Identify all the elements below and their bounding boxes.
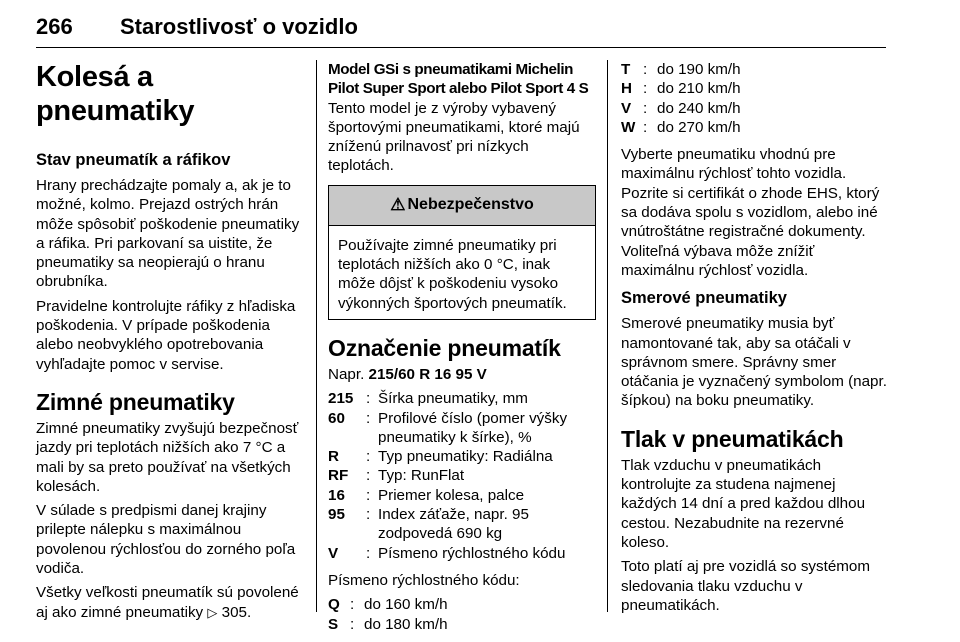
definition-term: 60 xyxy=(328,409,345,427)
definition-description: Typ: RunFlat xyxy=(378,467,465,485)
paragraph: Smerové pneumatiky musia byť namontované tak, aby sa otáčali v správnom smere. Správny smer otáčania je vyznačený symbolom (napr. šípkou) na boku pneumatiky. xyxy=(621,315,887,410)
chapter-title: Starostlivosť o vozidlo xyxy=(120,14,358,39)
paragraph-text: Všetky veľkosti pneumatík sú povolené aj ako zimné pneumatiky xyxy=(36,584,299,621)
definition-term: R xyxy=(328,448,339,466)
paragraph: Tlak vzduchu v pneumatikách kontrolujte za studena najmenej každých 14 dní a pred každou dlhou cestou. Nezabudnite na rezervné koleso. xyxy=(621,456,866,551)
definition-row xyxy=(621,79,891,98)
definition-separator: : xyxy=(350,596,355,614)
subsection-title: Smerové pneumatiky xyxy=(621,289,787,308)
definition-separator: : xyxy=(350,615,355,633)
example-prefix: Napr. xyxy=(328,365,369,383)
definition-row xyxy=(621,99,891,118)
danger-body xyxy=(329,226,595,319)
definition-separator: : xyxy=(643,99,648,117)
warning-triangle-icon: ⚠ xyxy=(390,195,406,215)
definition-row xyxy=(328,615,596,634)
danger-box xyxy=(328,185,596,320)
example-value: 215/60 R 16 95 V xyxy=(368,365,487,383)
definition-description: do 270 km/h xyxy=(657,118,741,136)
definition-term: V xyxy=(621,99,632,117)
paragraph: Toto platí aj pre vozidlá so systémom sledovania tlaku vzduchu v pneumatikách. xyxy=(621,558,871,614)
section-title: Tlak v pneumatikách xyxy=(621,425,844,452)
example-line xyxy=(328,365,596,384)
speed-code-list xyxy=(328,595,596,634)
definition-separator: : xyxy=(366,448,371,466)
page-number: 266 xyxy=(36,14,73,39)
definition-separator: : xyxy=(366,390,371,408)
danger-title: Nebezpečenstvo xyxy=(407,196,534,214)
definition-description: Profilové číslo (pomer výšky pneumatiky k šírke), % xyxy=(378,409,568,446)
definition-row xyxy=(328,409,596,448)
definition-separator: : xyxy=(643,80,648,98)
page-reference[interactable]: 305. xyxy=(221,603,252,621)
paragraph: Hrany prechádzajte pomaly a, ak je to možné, kolmo. Prejazd ostrých hrán môže spôsobiť poškodenie pneumatiky a ráfika. Pri parkovaní sa uistite, že pneumatiky sa neopierajú o hranu obrubníka. xyxy=(36,177,300,291)
column-divider xyxy=(316,60,317,612)
definition-term: RF xyxy=(328,467,349,485)
column-right xyxy=(621,60,891,620)
definition-separator: : xyxy=(366,409,371,427)
definition-term: 16 xyxy=(328,486,345,504)
definition-term: W xyxy=(621,118,636,136)
lead-heading-line: Model GSi s pneumatikami Michelin xyxy=(328,61,574,78)
tire-code-definitions xyxy=(328,389,596,563)
section-title: Kolesá a pneumatiky xyxy=(36,61,195,127)
definition-term: 215 xyxy=(328,390,354,408)
definition-term: Q xyxy=(328,596,340,614)
definition-row xyxy=(328,544,596,563)
definition-row xyxy=(328,486,596,505)
paragraph: Zimné pneumatiky zvyšujú bezpečnosť jazdy pri teplotách nižších ako 7 °C a mali by sa preto používať na všetkých kolesách. xyxy=(36,419,299,495)
definition-separator: : xyxy=(643,61,648,78)
definition-separator: : xyxy=(643,118,648,136)
definition-row xyxy=(328,447,596,466)
paragraph: Pravidelne kontrolujte ráfiky z hľadiska poškodenia. V prípade poškodenia alebo neobvyklého opotrebovania vyhľadajte pomoc v servise. xyxy=(36,297,296,373)
definition-row xyxy=(328,389,596,408)
definition-term: S xyxy=(328,615,339,633)
definition-term: 95 xyxy=(328,506,345,524)
paragraph: Vyberte pneumatiku vhodnú pre maximálnu rýchlosť tohto vozidla. Pozrite si certifikát o zhode EHS, ktorý sa dodáva spolu s vozidlom, alebo iné vnútroštátne registračné dokumenty. Voliteľná výbava môže znížiť maximálnu rýchlosť vozidla. xyxy=(621,146,880,279)
definition-term: T xyxy=(621,61,631,78)
paragraph: Písmeno rýchlostného kódu: xyxy=(328,571,520,589)
definition-description: do 210 km/h xyxy=(657,80,741,98)
definition-description: do 160 km/h xyxy=(364,596,448,614)
danger-header xyxy=(329,186,595,226)
page-header xyxy=(36,8,886,48)
definition-separator: : xyxy=(366,506,371,524)
definition-row xyxy=(621,60,891,79)
column-divider xyxy=(607,60,608,612)
definition-description: Šírka pneumatiky, mm xyxy=(378,390,528,408)
paragraph: V súlade s predpismi danej krajiny prilepte nálepku s maximálnou povolenou rýchlosťou do zorného poľa vodiča. xyxy=(36,502,296,578)
page-reference-arrow-icon: ▷ xyxy=(207,604,218,620)
column-left xyxy=(36,60,306,627)
column-middle xyxy=(328,60,596,642)
subsection-title: Stav pneumatík a ráfikov xyxy=(36,151,231,169)
definition-term: H xyxy=(621,80,632,98)
definition-row xyxy=(328,505,596,544)
definition-separator: : xyxy=(366,486,371,504)
definition-row xyxy=(621,118,891,137)
definition-description: Index záťaže, napr. 95 zodpovedá 690 kg xyxy=(378,506,529,543)
paragraph xyxy=(36,583,306,622)
section-title: Zimné pneumatiky xyxy=(36,388,235,415)
speed-code-list xyxy=(621,60,891,137)
definition-separator: : xyxy=(366,544,371,562)
paragraph: Tento model je z výroby vybavený športovými pneumatikami, ktoré majú zníženú prilnavosť pri nízkych teplotách. xyxy=(328,99,580,175)
definition-description: do 190 km/h xyxy=(657,61,741,78)
definition-description: Priemer kolesa, palce xyxy=(378,486,525,504)
definition-description: do 180 km/h xyxy=(364,615,448,633)
definition-separator: : xyxy=(366,467,371,485)
definition-term: V xyxy=(328,544,339,562)
section-title: Označenie pneumatík xyxy=(328,334,561,361)
definition-description: do 240 km/h xyxy=(657,99,741,117)
lead-heading-line: Pilot Super Sport alebo Pilot Sport 4 S xyxy=(328,80,589,98)
definition-description: Písmeno rýchlostného kódu xyxy=(378,544,566,562)
definition-row xyxy=(328,466,596,485)
definition-row xyxy=(328,595,596,614)
definition-description: Typ pneumatiky: Radiálna xyxy=(378,448,553,466)
danger-text: Používajte zimné pneumatiky pri teplotách nižších ako 0 °C, inak môže dôjsť k poškodeniu vysoko výkonných športových pneumatík. xyxy=(338,236,567,312)
